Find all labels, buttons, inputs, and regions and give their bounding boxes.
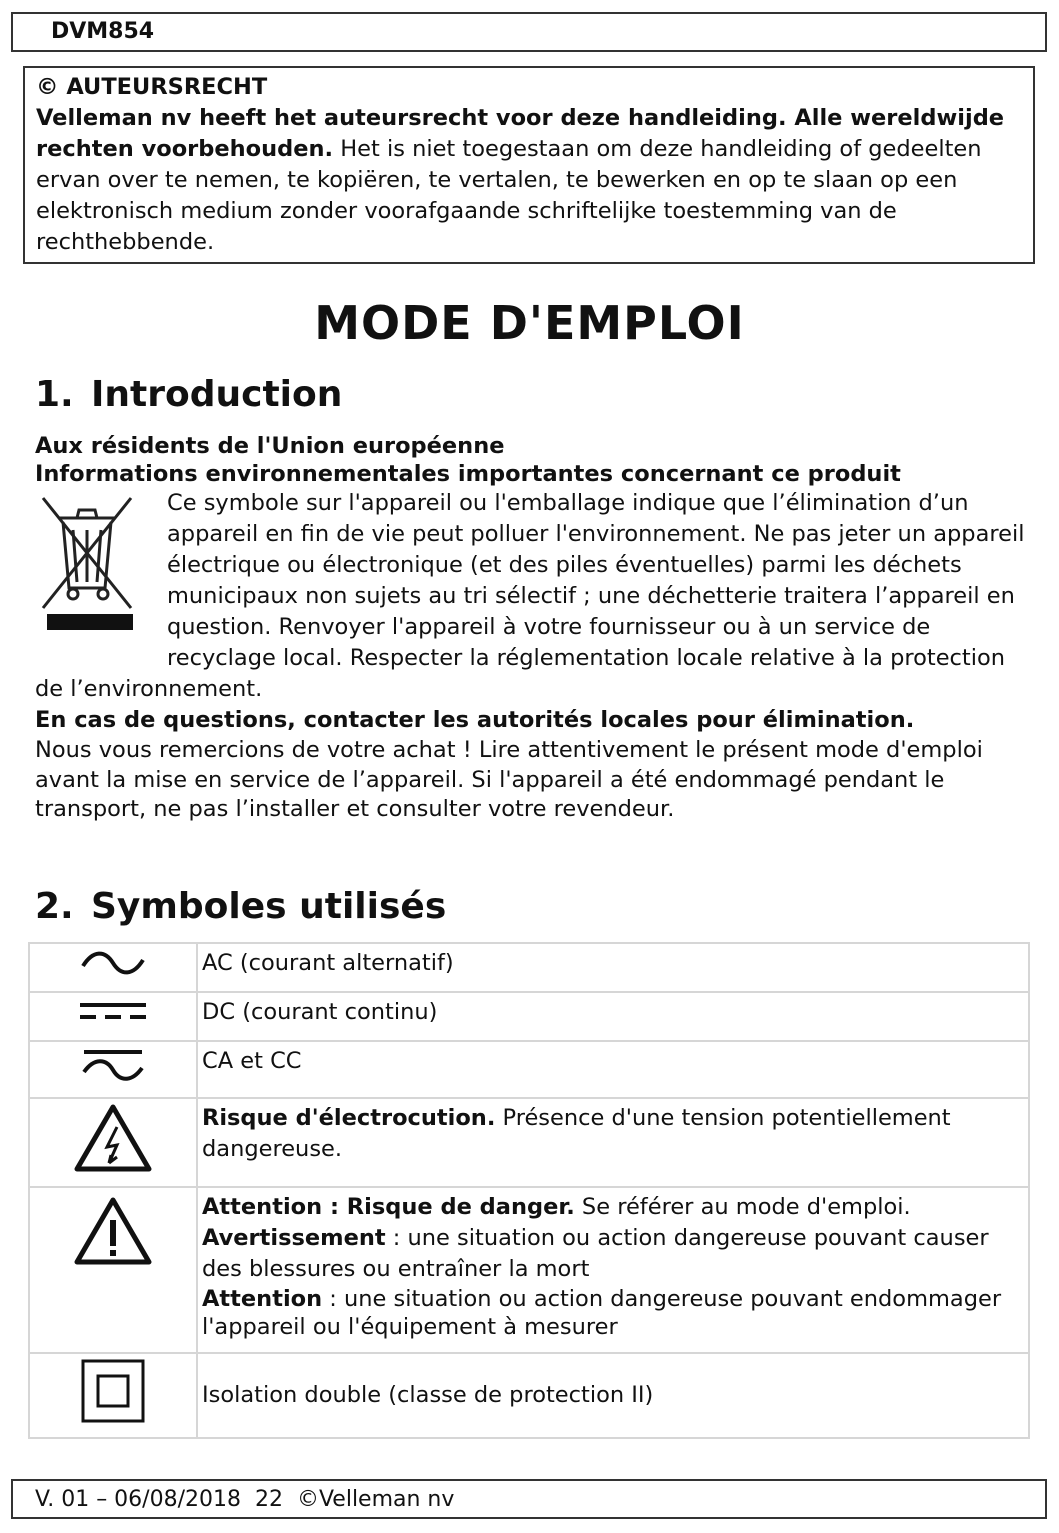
weee-description: Ce symbole sur l'appareil ou l'emballage indique que l’élimination d’un appareil en fin de vie peut polluer l'environnement. Ne pas jeter un appareil électrique ou électronique (et des piles éventuelles) parmi les déchets municipaux non sujets au tri sélectif ; une déchetterie traitera l’appareil en question. Renvoyer l'appareil à votre fournisseur ou à un service de recyclage local. Respecter la réglementation locale relative à la protection de l’environnement.: [35, 490, 1025, 702]
warning-icon: [73, 1196, 153, 1266]
symbol-cell: [29, 1098, 197, 1187]
symbol-cell: [29, 1041, 197, 1098]
danger-text: Se référer au mode d'emploi.: [574, 1194, 911, 1220]
danger-line: [202, 1192, 1024, 1223]
copyright-text: Het is niet toegestaan om deze handleiding of gedeelten ervan over te nemen, te kopiëren, te vertalen, te bewerken en op te slaan op een elektronisch medium zonder voorafgaande schriftelijke toestemming van de rechthebbende.: [36, 136, 982, 255]
double-insulation-icon: [80, 1358, 146, 1424]
symbol-cell: [29, 992, 197, 1041]
table-row: [29, 943, 1029, 992]
page-header: [11, 12, 1047, 52]
copyright-heading: © AUTEURSRECHT: [36, 74, 268, 100]
table-row: [29, 1041, 1029, 1098]
introduction-block: [35, 432, 1025, 825]
table-row: [29, 1098, 1029, 1187]
footer-text: V. 01 – 06/08/2018 22 ©Velleman nv: [35, 1487, 455, 1512]
thank-you-text: Nous vous remercions de votre achat ! Lire attentivement le présent mode d'emploi avant la mise en service de l’appareil. Si l'appareil a été endommagé pendant le transport, ne pas l’installer et consulter votre revendeur.: [35, 737, 983, 822]
section-2-heading: [35, 886, 446, 927]
caution-text: : une situation ou action dangereuse pouvant endommager l'appareil ou l'équipement à mesurer: [202, 1286, 1002, 1340]
symbol-description: DC (courant continu): [197, 992, 1029, 1041]
crossed-bin-icon: [37, 490, 137, 640]
shock-warning-bold: Risque d'électrocution.: [202, 1105, 496, 1131]
section-2-title: Symboles utilisés: [91, 886, 447, 927]
section-1-number: 1.: [35, 374, 74, 415]
symbol-description: CA et CC: [197, 1041, 1029, 1098]
warning-text: : une situation ou action dangereuse pouvant causer des blessures ou entraîner la mort: [202, 1225, 989, 1282]
table-row: [29, 992, 1029, 1041]
symbol-description: AC (courant alternatif): [197, 943, 1029, 992]
electric-shock-icon: [73, 1103, 153, 1173]
environment-heading: Informations environnementales importantes concernant ce produit: [35, 461, 901, 487]
dc-icon: [78, 997, 148, 1027]
symbol-cell: [29, 1187, 197, 1353]
page-footer: [11, 1479, 1047, 1519]
eu-residents-heading: Aux résidents de l'Union européenne: [35, 433, 505, 459]
symbol-description: [197, 1098, 1029, 1187]
table-row: [29, 1353, 1029, 1438]
shock-warning-text: Présence d'une tension potentiellement dangereuse.: [202, 1105, 951, 1162]
warning-bold: Avertissement: [202, 1225, 386, 1251]
symbol-description: [197, 1187, 1029, 1353]
symbol-description: Isolation double (classe de protection II): [197, 1353, 1029, 1438]
contact-authorities: En cas de questions, contacter les autorités locales pour élimination.: [35, 707, 915, 733]
section-1-title: Introduction: [91, 374, 343, 415]
model-label: DVM854: [51, 19, 155, 44]
copyright-body: [36, 103, 1022, 258]
table-row: [29, 1187, 1029, 1353]
warning-line: [202, 1223, 1024, 1285]
ac-icon: [78, 948, 148, 978]
caution-bold: Attention: [202, 1286, 323, 1312]
copyright-bold-text: Velleman nv heeft het auteursrecht voor deze handleiding. Alle wereldwijde rechten voorbehouden.: [36, 105, 1005, 162]
copyright-notice: [23, 66, 1035, 264]
symbol-cell: [29, 1353, 197, 1438]
weee-symbol: [35, 488, 165, 648]
section-2-number: 2.: [35, 886, 74, 927]
symbol-cell: [29, 943, 197, 992]
symbols-table: [28, 942, 1030, 1439]
danger-bold: Attention : Risque de danger.: [202, 1194, 575, 1220]
ac-dc-icon: [78, 1046, 148, 1084]
section-1-heading: [35, 374, 342, 415]
document-title: MODE D'EMPLOI: [314, 296, 745, 350]
caution-line: [202, 1285, 1024, 1341]
